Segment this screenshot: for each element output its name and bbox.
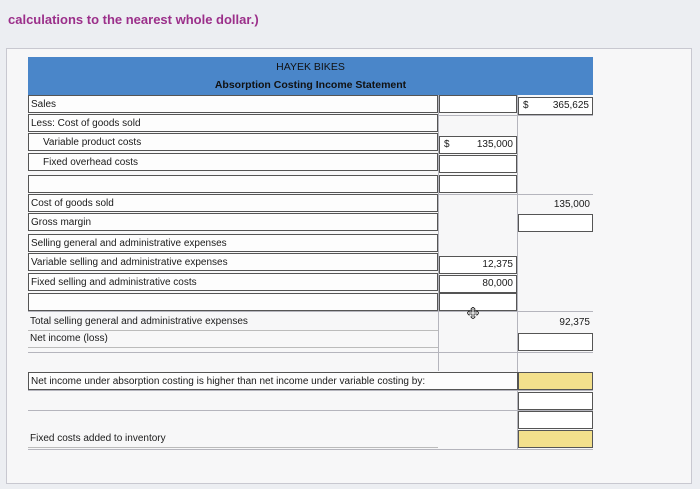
- currency-symbol: $: [444, 139, 450, 150]
- row-label: Fixed overhead costs: [43, 157, 139, 168]
- row-label: Net income under absorption costing is higher than net income under variable costing by:: [31, 376, 426, 387]
- net-income-input[interactable]: [518, 333, 593, 351]
- blank-mid-input[interactable]: [439, 175, 517, 193]
- fixed-overhead-costs-label-field[interactable]: [28, 153, 438, 171]
- variable-sga-input[interactable]: [439, 256, 517, 274]
- total-sga-amount-cell[interactable]: [518, 315, 593, 333]
- blank-label-field-2[interactable]: [28, 293, 438, 311]
- variable-product-costs-label-field[interactable]: [28, 133, 438, 151]
- blank-label-field[interactable]: [28, 175, 438, 193]
- fixed-costs-inventory-input[interactable]: [518, 430, 593, 448]
- total-sga-label: [28, 313, 438, 331]
- sales-label-field[interactable]: [28, 95, 438, 113]
- statement-title: Absorption Costing Income Statement: [214, 79, 407, 91]
- comparison-input[interactable]: [518, 372, 593, 390]
- row-label: Gross margin: [31, 217, 92, 228]
- fixed-overhead-costs-input[interactable]: [439, 155, 517, 173]
- row-label: Variable product costs: [43, 137, 142, 148]
- comparison-label-field[interactable]: [28, 372, 518, 390]
- sales-mid-input[interactable]: [439, 95, 517, 113]
- gross-margin-label-field[interactable]: [28, 213, 438, 231]
- variable-sga-amount: 12,375: [482, 259, 513, 270]
- row-label: Variable selling and administrative expenses: [31, 257, 228, 268]
- cogs-amount: 135,000: [553, 199, 590, 210]
- row-label: Selling general and administrative expenses: [31, 238, 227, 249]
- less-cogs-label-field[interactable]: [28, 114, 438, 132]
- fixed-sga-label-field[interactable]: [28, 273, 438, 291]
- cogs-amount-cell[interactable]: [518, 197, 593, 215]
- currency-symbol: $: [523, 100, 529, 111]
- variable-sga-label-field[interactable]: [28, 253, 438, 271]
- cogs-label-field[interactable]: [28, 194, 438, 212]
- row-label: Fixed selling and administrative costs: [31, 277, 197, 288]
- blank-right-input[interactable]: [518, 392, 593, 410]
- row-label: Cost of goods sold: [31, 198, 114, 209]
- sales-amount: 365,625: [552, 100, 589, 111]
- grid-line: [28, 311, 593, 312]
- fixed-sga-amount: 80,000: [482, 278, 513, 289]
- row-label: Sales: [31, 99, 57, 110]
- instructions-text: calculations to the nearest whole dollar.): [8, 12, 259, 27]
- net-income-label: [28, 330, 438, 348]
- fixed-costs-inventory-label: [28, 430, 438, 448]
- fixed-sga-input[interactable]: [439, 275, 517, 293]
- row-label: Total selling general and administrative expenses: [30, 316, 248, 327]
- gross-margin-input[interactable]: [518, 214, 593, 232]
- blank-right-input-2[interactable]: [518, 411, 593, 429]
- statement-header: [28, 57, 593, 95]
- row-label: Less: Cost of goods sold: [31, 118, 141, 129]
- sga-label-field[interactable]: [28, 234, 438, 252]
- row-label: Fixed costs added to inventory: [30, 433, 166, 444]
- company-name: HAYEK BIKES: [276, 61, 345, 73]
- sales-amount-input[interactable]: [518, 97, 593, 115]
- grid-line: [28, 449, 593, 450]
- grid-line: [28, 410, 593, 411]
- variable-product-costs-amount: 135,000: [476, 139, 513, 150]
- variable-product-costs-input[interactable]: [439, 136, 517, 154]
- grid-line: [28, 352, 593, 353]
- move-cursor-icon: [467, 307, 479, 319]
- grid-line: [28, 390, 593, 391]
- total-sga-amount: 92,375: [559, 317, 590, 328]
- row-label: Net income (loss): [30, 333, 108, 344]
